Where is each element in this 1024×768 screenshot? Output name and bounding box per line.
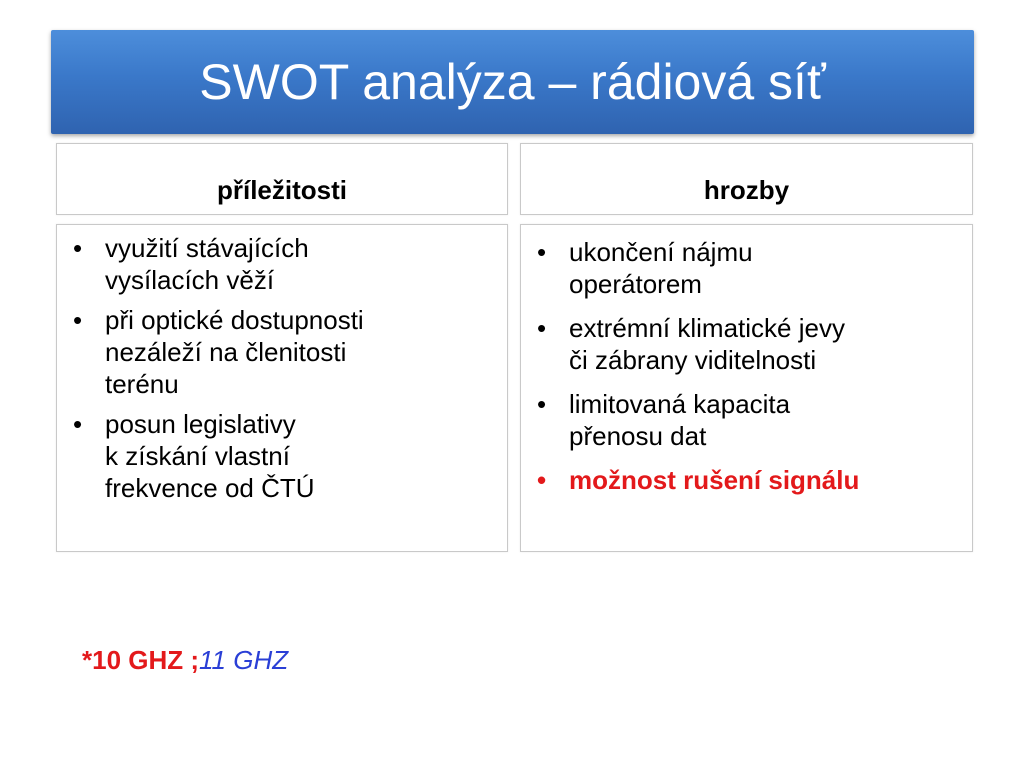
list-item-line: ukončení nájmu <box>569 237 753 267</box>
title-bar <box>51 30 974 134</box>
list-item <box>521 236 972 300</box>
opportunities-header-box <box>56 143 508 215</box>
list-item <box>57 232 507 296</box>
list-item-line: vysílacích věží <box>105 265 275 295</box>
list-item-line: extrémní klimatické jevy <box>569 313 845 343</box>
bullet-icon: • <box>73 233 83 263</box>
list-item-line: operátorem <box>569 269 702 299</box>
list-item-highlighted <box>521 464 972 496</box>
slide-title: SWOT analýza – rádiová síť <box>199 54 826 110</box>
opportunities-list-box <box>56 224 508 552</box>
list-item-line: frekvence od ČTÚ <box>105 473 315 503</box>
list-item <box>521 312 972 376</box>
list-item <box>57 304 507 400</box>
list-item-line: posun legislativy <box>105 409 296 439</box>
opportunities-list <box>57 225 507 504</box>
footnote-part-red: *10 GHZ ; <box>82 645 200 675</box>
threats-list <box>521 225 972 496</box>
list-item-line: přenosu dat <box>569 421 707 451</box>
bullet-icon: • <box>73 409 83 439</box>
list-item-line: k získání vlastní <box>105 441 290 471</box>
list-item-line: možnost rušení signálu <box>569 465 860 495</box>
threats-list-box <box>520 224 973 552</box>
frequency-footnote <box>82 644 288 676</box>
bullet-icon: • <box>537 465 547 495</box>
list-item <box>57 408 507 504</box>
bullet-icon: • <box>537 237 547 267</box>
threats-header-box <box>520 143 973 215</box>
threats-header: hrozby <box>703 175 790 205</box>
list-item-line: terénu <box>105 369 179 399</box>
list-item-line: využití stávajících <box>105 233 309 263</box>
bullet-icon: • <box>537 389 547 419</box>
list-item-line: při optické dostupnosti <box>105 305 364 335</box>
list-item-line: nezáleží na členitosti <box>105 337 347 367</box>
footnote-part-blue: 11 GHZ <box>199 645 289 675</box>
opportunities-header: příležitosti <box>216 175 347 205</box>
bullet-icon: • <box>537 313 547 343</box>
list-item <box>521 388 972 452</box>
list-item-line: limitovaná kapacita <box>569 389 791 419</box>
list-item-line: či zábrany viditelnosti <box>569 345 817 375</box>
bullet-icon: • <box>73 305 83 335</box>
